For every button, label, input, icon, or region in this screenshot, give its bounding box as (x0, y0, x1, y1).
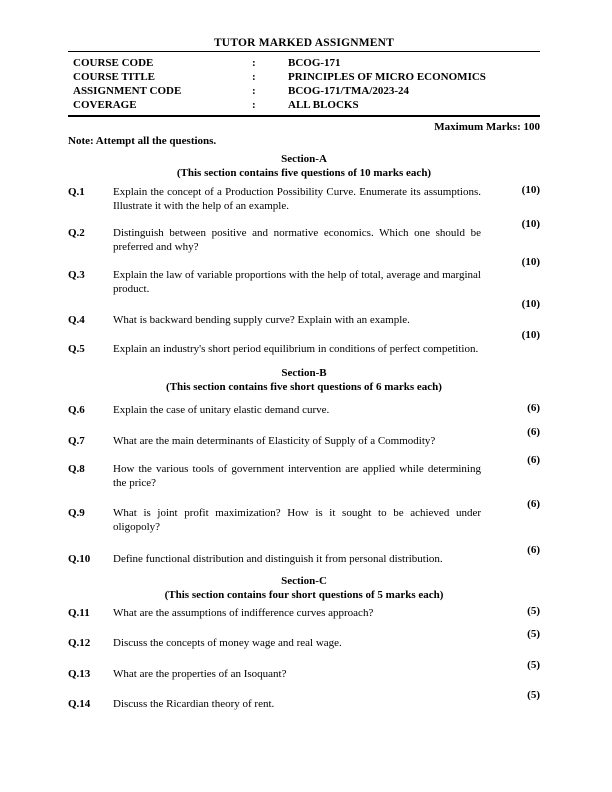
section-a-subtitle: (This section contains five questions of 10 marks each) (176, 167, 432, 179)
question-marks: (6) (527, 454, 540, 466)
question-row-q13 (68, 659, 540, 681)
course-title-label: COURSE TITLE (73, 71, 156, 83)
question-marks: (5) (527, 689, 540, 701)
question-row-q11 (68, 606, 540, 620)
question-number: Q.11 (68, 607, 90, 619)
question-marks: (5) (527, 605, 540, 617)
document-title: TUTOR MARKED ASSIGNMENT (213, 37, 395, 49)
question-row-q3 (68, 256, 540, 296)
question-text: Explain the law of variable proportions with the help of total, average and marginal product. (113, 269, 481, 295)
question-number: Q.14 (68, 698, 91, 710)
question-text: How the various tools of government intervention are applied while determining the price? (113, 463, 481, 489)
question-text: Explain the case of unitary elastic demand curve. (113, 404, 330, 416)
section-b-heading: Section-B (281, 367, 327, 379)
question-marks: (6) (527, 498, 540, 510)
question-number: Q.13 (68, 668, 91, 680)
question-text: What are the assumptions of indifference curves approach? (113, 607, 374, 619)
question-marks: (6) (527, 402, 540, 414)
question-row-q8 (68, 454, 540, 490)
question-text: Explain the concept of a Production Possibility Curve. Enumerate its assumptions. Illustrate it with the help of an example. (113, 186, 481, 212)
question-row-q2 (68, 218, 540, 254)
question-marks: (10) (521, 256, 540, 268)
question-text: Define functional distribution and distinguish it from personal distribution. (113, 553, 443, 565)
question-marks: (5) (527, 628, 540, 640)
coverage-row (73, 98, 540, 112)
question-number: Q.10 (68, 553, 91, 565)
question-text: Explain an industry's short period equilibrium in conditions of perfect competition. (113, 343, 479, 355)
question-marks: (10) (521, 184, 540, 196)
assignment-code-label: ASSIGNMENT CODE (73, 85, 182, 97)
maximum-marks: Maximum Marks: 100 (434, 121, 540, 133)
question-text: Discuss the Ricardian theory of rent. (113, 698, 275, 710)
question-number: Q.9 (68, 507, 85, 519)
question-number: Q.2 (68, 227, 85, 239)
question-marks: (6) (527, 426, 540, 438)
question-text: What is backward bending supply curve? Explain with an example. (113, 314, 410, 326)
coverage-value: ALL BLOCKS (288, 99, 359, 111)
question-row-q6 (68, 403, 540, 417)
section-b-subtitle: (This section contains five short questions of 6 marks each) (166, 381, 442, 393)
question-row-q9 (68, 498, 540, 534)
question-row-q7 (68, 426, 540, 448)
separator-colon: : (252, 99, 256, 111)
question-number: Q.1 (68, 186, 85, 198)
course-code-value: BCOG-171 (288, 57, 341, 69)
coverage-label: COVERAGE (73, 99, 137, 111)
question-text: Discuss the concepts of money wage and real wage. (113, 637, 342, 649)
course-title-row (73, 70, 540, 84)
separator-colon: : (252, 85, 256, 97)
question-text: What is joint profit maximization? How is it sought to be achieved under oligopoly? (113, 507, 481, 533)
question-number: Q.6 (68, 404, 85, 416)
section-a-heading: Section-A (281, 153, 327, 165)
question-row-q4 (68, 298, 540, 327)
separator-colon: : (252, 71, 256, 83)
question-number: Q.12 (68, 637, 91, 649)
question-row-q10 (68, 544, 540, 566)
course-code-row (73, 56, 540, 70)
question-row-q1 (68, 185, 540, 213)
course-code-label: COURSE CODE (73, 57, 154, 69)
question-text: What are the properties of an Isoquant? (113, 668, 287, 680)
question-marks: (10) (521, 329, 540, 341)
question-number: Q.4 (68, 314, 85, 326)
separator-colon: : (252, 57, 256, 69)
section-c-heading: Section-C (281, 575, 327, 587)
assignment-code-value: BCOG-171/TMA/2023-24 (288, 85, 409, 97)
question-row-q14 (68, 689, 540, 711)
question-text: Distinguish between positive and normative economics. Which one should be preferred and why? (113, 227, 481, 253)
question-text: What are the main determinants of Elasticity of Supply of a Commodity? (113, 435, 436, 447)
course-title-value: PRINCIPLES OF MICRO ECONOMICS (288, 71, 486, 83)
question-marks: (6) (527, 544, 540, 556)
question-marks: (5) (527, 659, 540, 671)
question-number: Q.5 (68, 343, 85, 355)
section-c-subtitle: (This section contains four short questions of 5 marks each) (164, 589, 444, 601)
course-info-table (68, 51, 540, 117)
assignment-code-row (73, 84, 540, 98)
question-row-q5 (68, 329, 540, 356)
question-number: Q.7 (68, 435, 85, 447)
question-marks: (10) (521, 298, 540, 310)
question-row-q12 (68, 628, 540, 650)
question-number: Q.8 (68, 463, 85, 475)
question-marks: (10) (521, 218, 540, 230)
attempt-note: Note: Attempt all the questions. (68, 135, 217, 147)
question-number: Q.3 (68, 269, 85, 281)
